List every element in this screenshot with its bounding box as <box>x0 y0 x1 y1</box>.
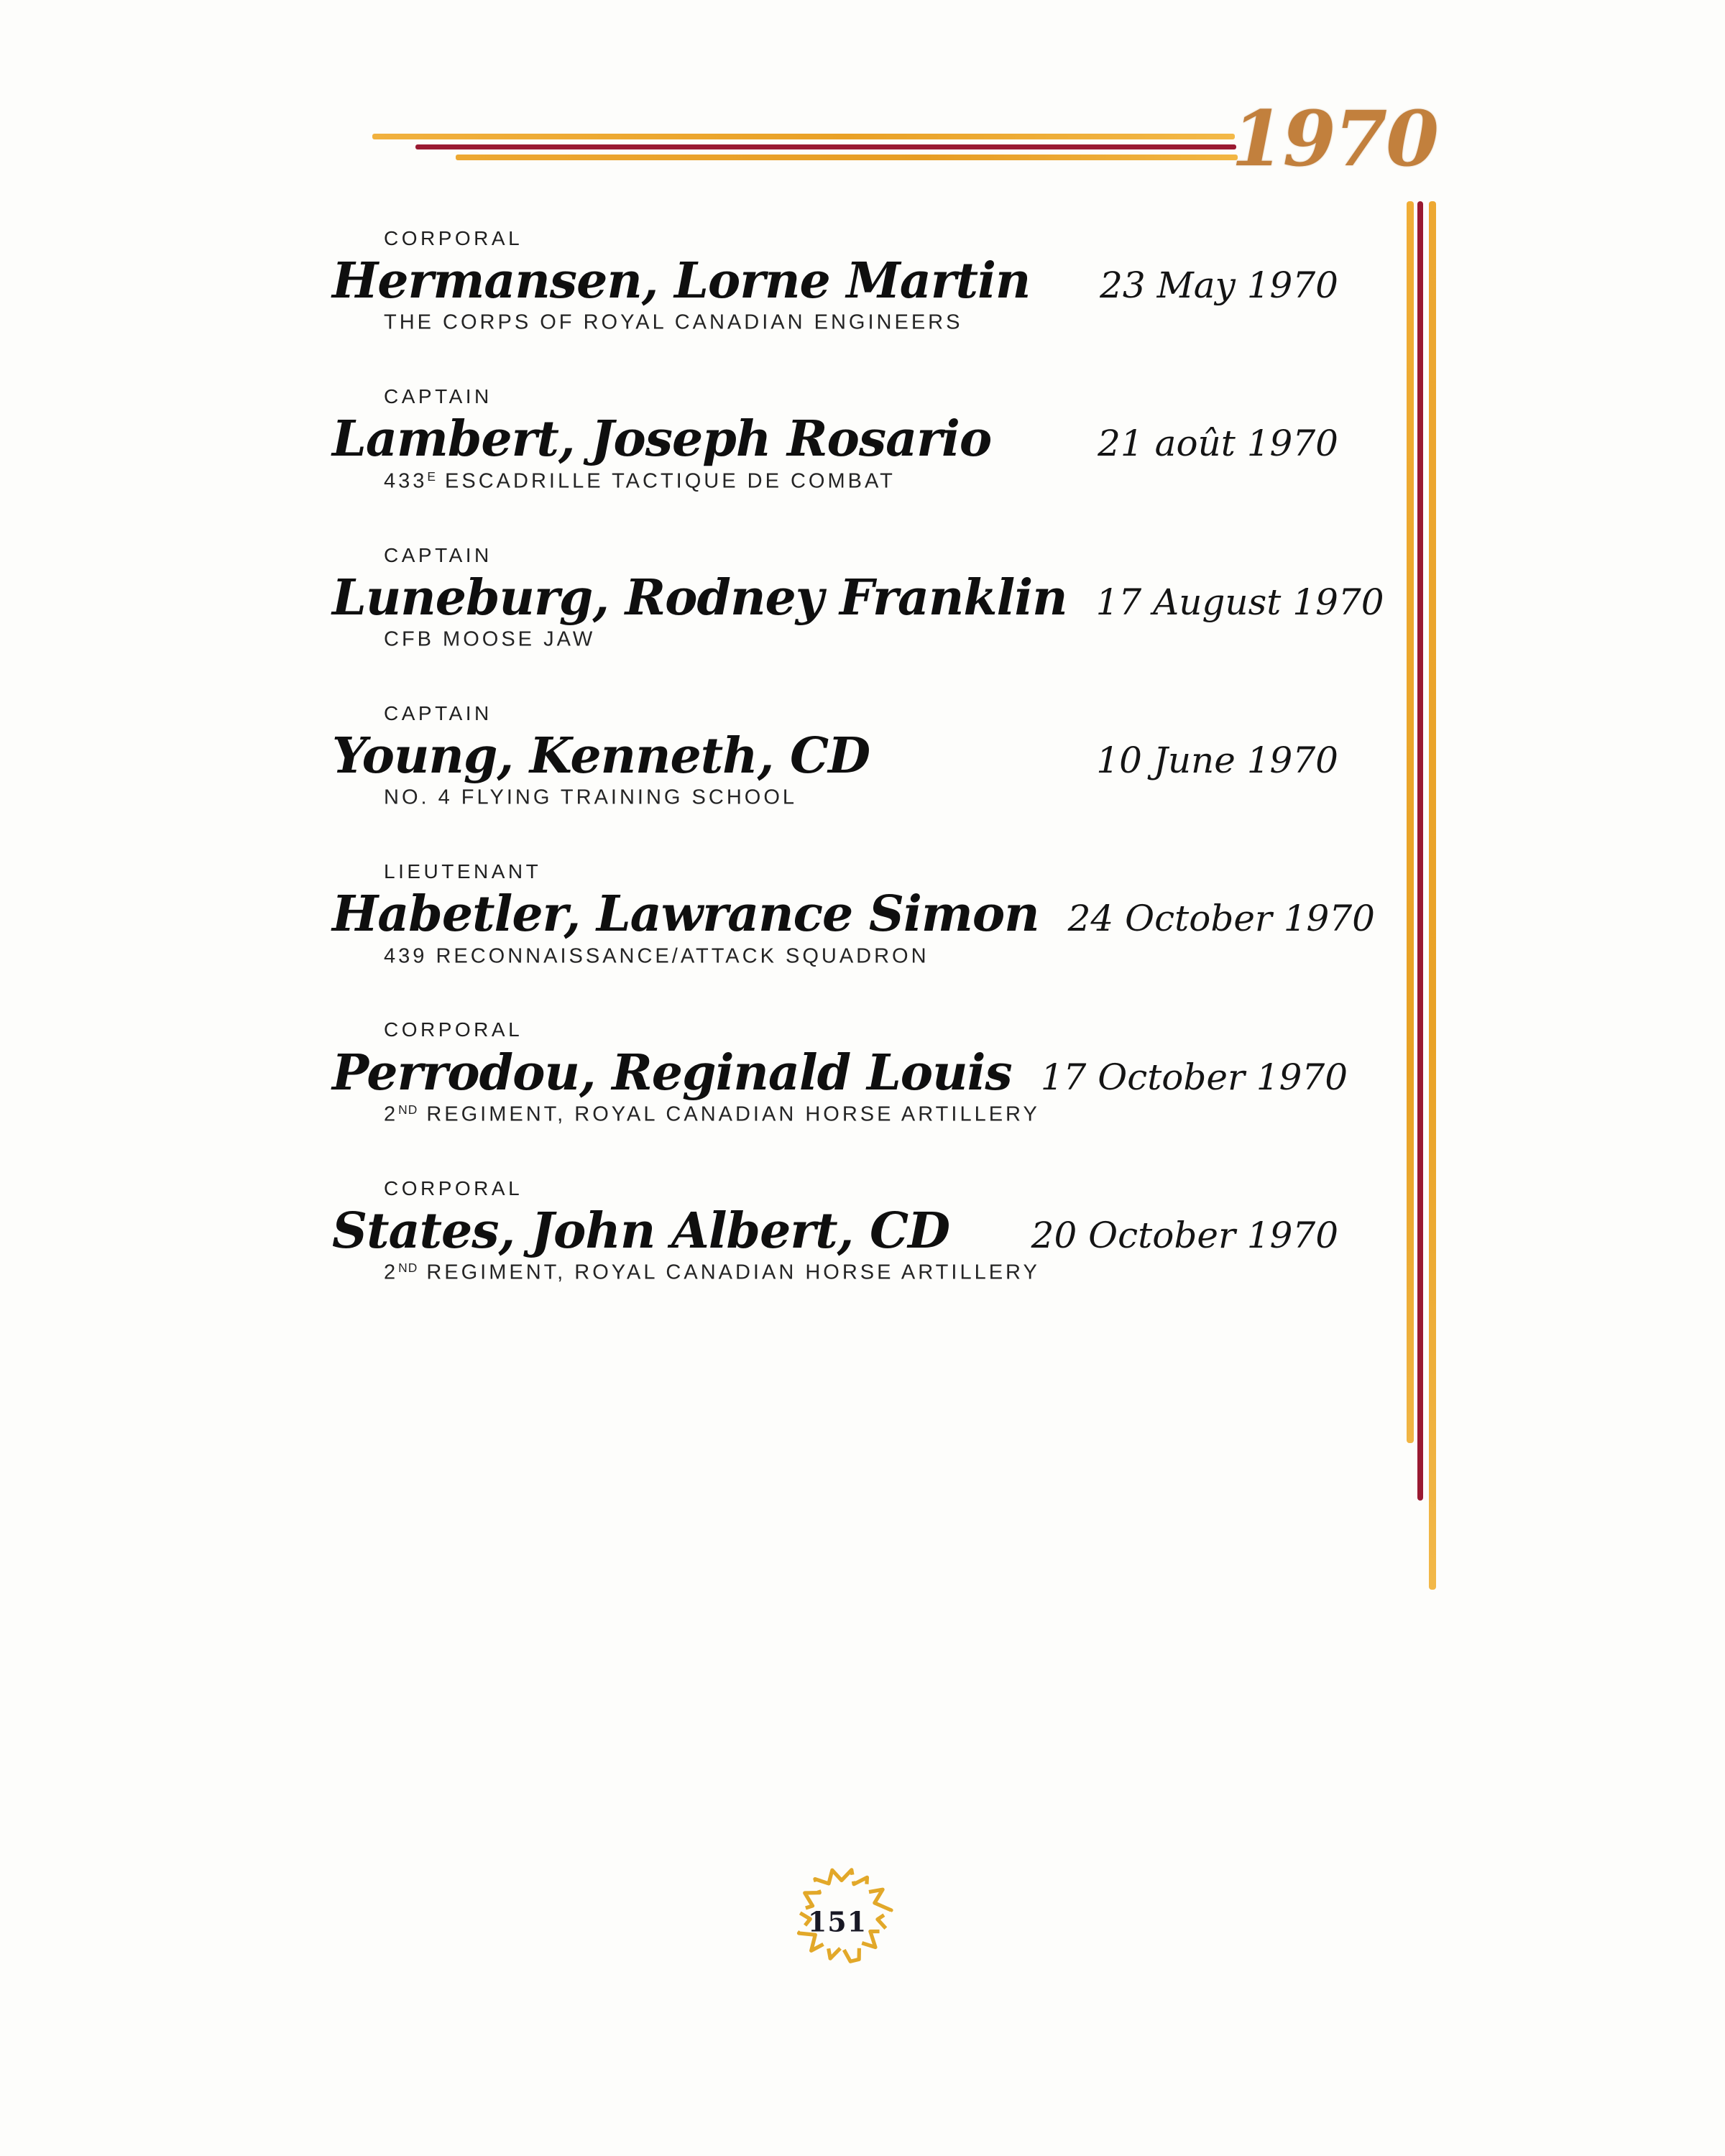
date-label: 23 May 1970 <box>1100 264 1338 307</box>
entry-main-row <box>332 728 1338 784</box>
unit-superscript: ND <box>398 1102 418 1117</box>
side-rule-gold-left <box>1407 201 1414 1443</box>
date-label: 24 October 1970 <box>1067 898 1375 940</box>
entry-main-row <box>332 253 1338 309</box>
page-number-ornament <box>785 1864 904 1975</box>
member-name: Lambert, Joseph Rosario <box>332 410 992 469</box>
unit-superscript: E <box>427 469 436 484</box>
unit-text: 433 <box>384 469 428 493</box>
rank-label: LIEUTENANT <box>384 860 542 883</box>
unit-text: 2 <box>384 1261 399 1284</box>
unit-label <box>384 786 1338 810</box>
entry-main-row <box>332 1203 1338 1259</box>
unit-text-rest: REGIMENT, ROYAL CANADIAN HORSE ARTILLERY <box>418 1261 1040 1284</box>
date-label: 17 August 1970 <box>1095 581 1384 623</box>
entry-main-row <box>332 1044 1348 1102</box>
unit-label <box>384 627 1338 652</box>
date-label: 10 June 1970 <box>1096 740 1338 782</box>
unit-label <box>384 1261 1338 1285</box>
unit-superscript: ND <box>398 1261 418 1276</box>
date-label: 20 October 1970 <box>1031 1214 1338 1256</box>
rank-label: CAPTAIN <box>384 543 492 566</box>
member-name: Young, Kenneth, CD <box>332 727 870 786</box>
entry-main-row <box>332 568 1384 627</box>
member-name: Habetler, Lawrance Simon <box>332 885 1039 944</box>
entry-main-row <box>332 411 1338 467</box>
member-name: States, John Albert, CD <box>332 1202 950 1260</box>
entry-main-row <box>332 885 1375 944</box>
top-rule-gold-upper <box>372 134 1235 139</box>
rank-label: CORPORAL <box>384 227 523 249</box>
unit-text: THE CORPS OF ROYAL CANADIAN ENGINEERS <box>384 310 963 334</box>
entries-list <box>332 227 1384 1335</box>
member-name: Luneburg, Rodney Franklin <box>332 568 1067 627</box>
memorial-entry <box>332 702 1338 810</box>
memorial-entry <box>332 227 1338 335</box>
unit-text-rest: ESCADRILLE TACTIQUE DE COMBAT <box>436 469 896 493</box>
unit-label <box>384 944 1338 969</box>
unit-label <box>384 469 1338 494</box>
unit-text: 2 <box>384 1102 399 1126</box>
memorial-entry <box>332 1018 1348 1126</box>
memorial-entry <box>332 543 1384 652</box>
member-name: Hermansen, Lorne Martin <box>332 252 1031 310</box>
page-number: 151 <box>807 1905 868 1938</box>
unit-text: 439 RECONNAISSANCE/ATTACK SQUADRON <box>384 944 929 968</box>
unit-text-rest: REGIMENT, ROYAL CANADIAN HORSE ARTILLERY <box>418 1102 1040 1126</box>
date-label: 21 août 1970 <box>1098 423 1338 465</box>
rank-label: CAPTAIN <box>384 385 492 408</box>
rank-label: CAPTAIN <box>384 701 492 724</box>
unit-label <box>384 1102 1338 1127</box>
memorial-entry <box>332 385 1338 493</box>
rank-label: CORPORAL <box>384 1018 523 1041</box>
top-rule-maroon <box>415 144 1236 149</box>
top-rule-gold-lower <box>456 155 1238 160</box>
date-label: 17 October 1970 <box>1040 1056 1348 1098</box>
unit-text: NO. 4 FLYING TRAINING SCHOOL <box>384 786 798 809</box>
member-name: Perrodou, Reginald Louis <box>332 1044 1012 1102</box>
memorial-entry <box>332 860 1375 968</box>
unit-text: CFB MOOSE JAW <box>384 627 596 651</box>
rank-label: CORPORAL <box>384 1176 523 1199</box>
side-rule-gold-right <box>1429 201 1436 1590</box>
side-rule-maroon <box>1417 201 1423 1501</box>
memorial-entry <box>332 1177 1338 1285</box>
year-heading: 1970 <box>1230 93 1438 183</box>
unit-label <box>384 310 1338 335</box>
